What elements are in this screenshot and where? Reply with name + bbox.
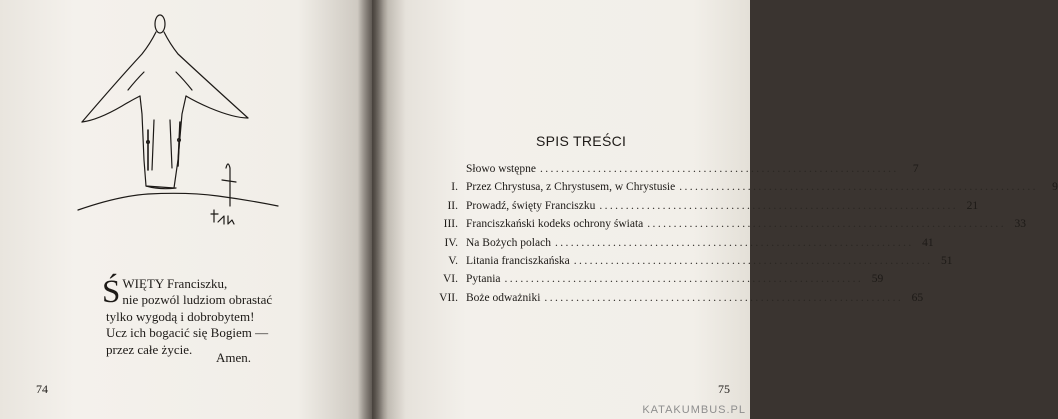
toc-leader-dots: .................................................................... [504,273,864,286]
toc-row-number: IV. [444,236,458,249]
toc-row-number: II. [447,199,458,212]
right-page-number: 75 [718,382,730,396]
toc-row-page: 9 [1052,181,1058,194]
poem-closing: Amen. [216,350,252,365]
toc-row[interactable] [432,254,953,273]
toc-leader-dots: .................................................................... [647,218,1006,231]
toc-row[interactable] [432,236,934,255]
toc-row-page: 33 [1014,218,1026,231]
toc-leader-dots: .................................................................... [544,291,904,304]
left-page-number: 74 [36,382,48,396]
poem-line: Ucz ich bogacić się Bogiem — [106,325,269,341]
toc-row-page: 41 [922,236,934,249]
poem-line: przez całe życie. [106,341,193,357]
toc-leader-dots: .................................................................... [554,236,914,249]
toc-row-title: Słowo wstępne [466,163,536,175]
toc-row-page: 21 [966,199,979,212]
toc-row-number: I. [451,181,458,194]
toc-row-title: Przez Chrystusa, z Chrystusem, w Chrystusie [466,181,676,194]
left-page [0,0,372,419]
watermark: KATAKUMBUS.PL [642,404,746,416]
prayer-poem [102,274,286,358]
toc-row-page: 51 [940,254,953,267]
toc-row[interactable] [432,199,979,218]
drop-cap: Ś [102,274,121,310]
toc-row-title: Pytania [466,273,501,286]
poem-line: tylko wygodą i dobrobytem! [106,308,255,324]
toc-row[interactable] [432,218,1026,236]
toc-row-title: Litania franciszkańska [466,254,570,267]
toc-row-page: 7 [912,163,919,175]
table-of-contents [432,163,1058,310]
toc-row[interactable] [432,163,919,181]
toc-leader-dots: .................................................................... [679,181,1038,194]
toc-row-number: V. [448,254,458,267]
toc-row[interactable] [432,291,924,310]
saint-francis-sketch [78,10,278,240]
toc-title: SPIS TREŚCI [536,133,627,149]
toc-row[interactable] [432,273,884,291]
toc-row-title: Na Bożych polach [466,236,551,249]
toc-row-number: VII. [439,291,458,304]
toc-row-title: Franciszkański kodeks ochrony świata [466,218,644,231]
poem-line: nie pozwól ludziom obrastać [122,292,273,308]
toc-row-number: VI. [442,273,458,286]
toc-row-page: 59 [871,273,884,286]
toc-row-number: III. [443,218,458,231]
toc-row-title: Boże odważniki [466,291,541,304]
toc-leader-dots: .................................................................... [573,254,933,267]
toc-leader-dots: .................................................................... [599,199,959,212]
toc-row-title: Prowadź, święty Franciszku [466,199,596,212]
poem-line: WIĘTY Franciszku, [122,276,228,291]
toc-leader-dots: .................................................................... [539,163,899,175]
book-gutter [358,0,388,419]
toc-row[interactable] [432,181,1058,199]
toc-row-page: 65 [911,291,924,304]
